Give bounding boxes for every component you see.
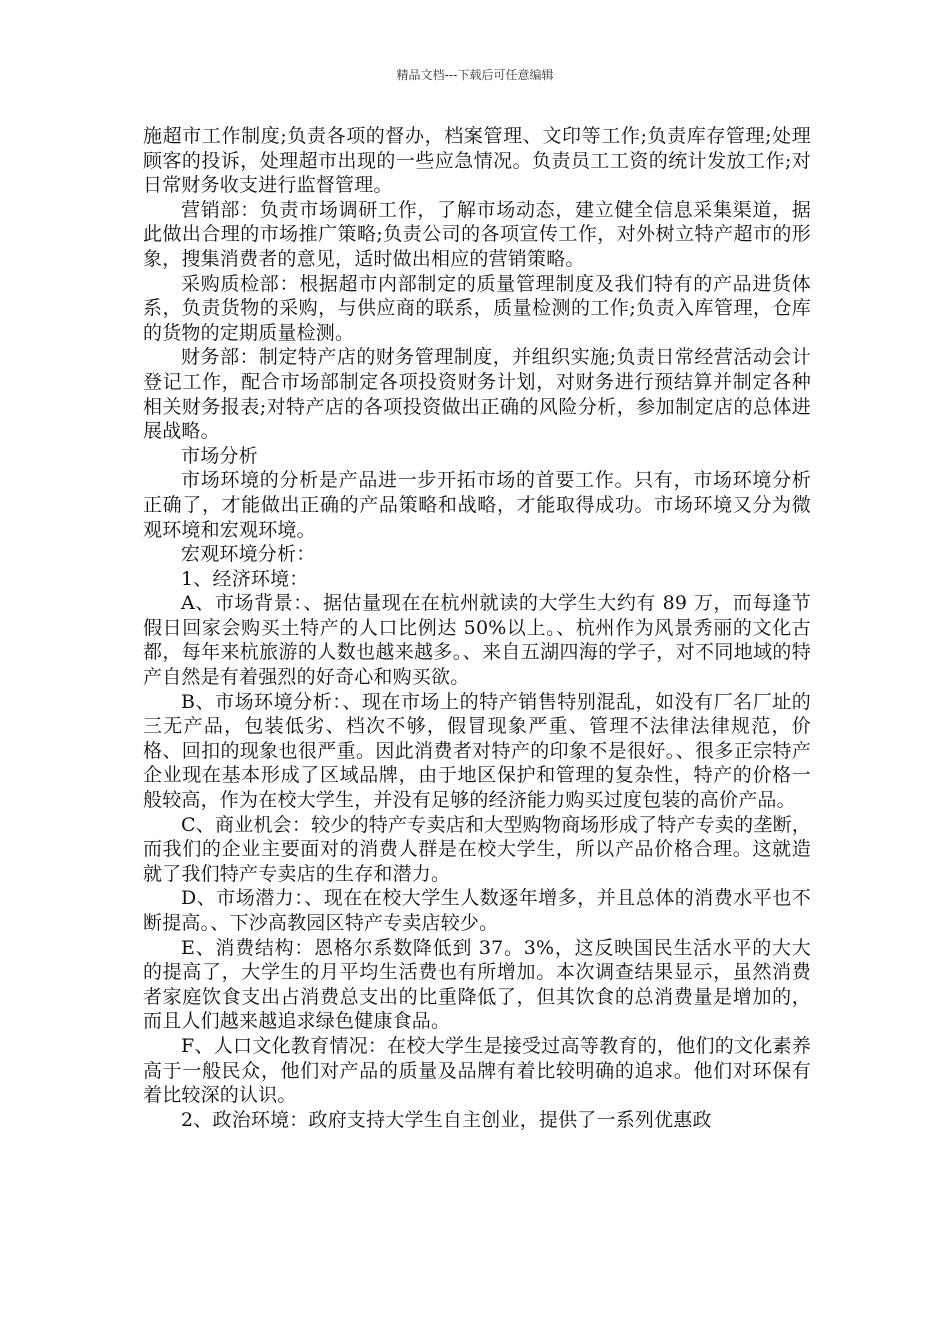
paragraph-admin-duties: 施超市工作制度;负责各项的督办，档案管理、文印等工作;负责库存管理;处理顾客的投诉，处理超市出现的一些应急情况。负责员工工资的统计发放工作;对日常财务收支进行监督管理。 (143, 125, 811, 197)
paragraph-business-opportunity: C、商业机会：较少的特产专卖店和大型购物商场形成了特产专卖的垄断，而我们的企业主要面对的消费人群是在校大学生，所以产品价格合理。这就造就了我们特产专卖店的生存和潜力。 (143, 813, 811, 885)
paragraph-consumption-structure: E、消费结构：恩格尔系数降低到 37。3%，这反映国民生活水平的大大的提高了，大学生的月平均生活费也有所增加。本次调查结果显示，虽然消费者家庭饮食支出占消费总支出的比重降低了，但其饮食的总消费量是增加的，而且人们越来越追求绿色健康食品。 (143, 936, 811, 1033)
paragraph-finance-dept: 财务部：制定特产店的财务管理制度，并组织实施;负责日常经营活动会计登记工作，配合市场部制定各项投资财务计划，对财务进行预结算并制定各种相关财务报表;对特产店的各项投资做出正确的风险分析，参加制定店的总体进展战略。 (143, 346, 811, 443)
paragraph-political-environment: 2、政治环境：政府支持大学生自主创业，提供了一系列优惠政 (181, 1108, 712, 1131)
subheading-macro-environment: 宏观环境分析： (181, 543, 316, 566)
paragraph-market-potential: D、市场潜力：、现在在校大学生人数逐年增多，并且总体的消费水平也不断提高。、下沙高教园区特产专卖店较少。 (143, 887, 811, 934)
paragraph-market-environment: 市场环境的分析是产品进一步开拓市场的首要工作。只有，市场环境分析正确了，才能做出正确的产品策略和战略，才能取得成功。市场环境又分为微观环境和宏观环境。 (143, 469, 811, 541)
paragraph-market-environment-analysis: B、市场环境分析：、现在市场上的特产销售特别混乱，如没有厂名厂址的三无产品，包装低劣、档次不够，假冒现象严重、管理不法律法律规范，价格、回扣的现象也很严重。因此消费者对特产的印象不是很好。、很多正宗特产企业现在基本形成了区域品牌，由于地区保护和管理的复杂性，特产的价格一般较高，作为在校大学生，并没有足够的经济能力购买过度包装的高价产品。 (143, 690, 811, 812)
paragraph-population-education: F、人口文化教育情况：在校大学生是接受过高等教育的，他们的文化素养高于一般民众，他们对产品的质量及品牌有着比较明确的追求。他们对环保有着比较深的认识。 (143, 1034, 811, 1107)
document-body (143, 124, 811, 1132)
paragraph-market-background: A、市场背景：、据估量现在在杭州就读的大学生大约有 89 万，而每逢节假日回家会购买土特产的人口比例达 50%以上。、杭州作为风景秀丽的文化古都，每年来杭旅游的人数也越来越多。、来自五湖四海的学子，对不同地域的特产自然是有着强烈的好奇心和购买欲。 (143, 592, 811, 689)
paragraph-marketing-dept: 营销部：负责市场调研工作，了解市场动态，建立健全信息采集渠道，据此做出合理的市场推广策略;负责公司的各项宣传工作，对外树立特产超市的形象，搜集消费者的意见，适时做出相应的营销策略。 (143, 198, 811, 270)
subheading-economic-environment: 1、经济环境： (181, 567, 309, 590)
section-heading-market-analysis: 市场分析 (181, 444, 258, 467)
page-header: 精品文档---下载后可任意编辑 (396, 68, 554, 82)
paragraph-purchasing-qc-dept: 采购质检部：根据超市内部制定的质量管理制度及我们特有的产品进货体系，负责货物的采购，与供应商的联系，质量检测的工作;负责入库管理，仓库的货物的定期质量检测。 (143, 272, 811, 344)
